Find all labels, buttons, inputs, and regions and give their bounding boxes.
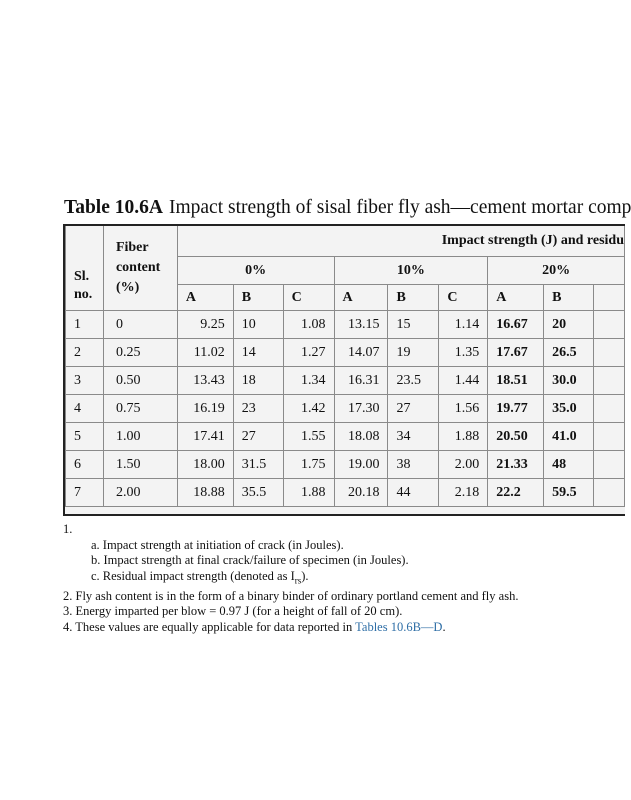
subcol-header: C: [439, 285, 488, 311]
value-cell: 20: [544, 311, 594, 339]
value-cell: 19.00: [334, 451, 388, 479]
fiber-content-cell: 1.00: [103, 423, 177, 451]
footnote-1c: c. Residual impact strength (denoted as $I_{rs}$).: [91, 568, 309, 585]
value-cell: 1.08: [283, 311, 334, 339]
impact-strength-group-header: Impact strength (J) and residu: [177, 226, 624, 257]
value-cell-cut: [594, 367, 625, 395]
value-cell: 2.18: [439, 479, 488, 507]
value-cell: 59.5: [544, 479, 594, 507]
impact-strength-table: [65, 226, 625, 507]
value-cell: 1.56: [439, 395, 488, 423]
value-cell: 18.51: [488, 367, 544, 395]
value-cell: 9.25: [177, 311, 233, 339]
table-row: [66, 367, 625, 395]
value-cell: 21.33: [488, 451, 544, 479]
value-cell: 27: [233, 423, 283, 451]
value-cell: 1.55: [283, 423, 334, 451]
fly-ash-0-header: 0%: [177, 257, 334, 285]
fiber-content-cell: 0.75: [103, 395, 177, 423]
fiber-content-header: Fiber content (%): [103, 226, 177, 311]
subcol-header: B: [388, 285, 439, 311]
fly-ash-20-header: 20%: [488, 257, 625, 285]
table-row: [66, 339, 625, 367]
subcol-header: A: [488, 285, 544, 311]
footnote-1a: a. Impact strength at initiation of crack (in Joules).: [91, 537, 344, 552]
value-cell: 1.88: [283, 479, 334, 507]
value-cell: 1.34: [283, 367, 334, 395]
value-cell: 14.07: [334, 339, 388, 367]
value-cell: 1.75: [283, 451, 334, 479]
footnote-3: 3. Energy imparted per blow = 0.97 J (for a height of fall of 20 cm).: [63, 604, 403, 618]
value-cell: 2.00: [439, 451, 488, 479]
value-cell: 14: [233, 339, 283, 367]
value-cell-cut: [594, 451, 625, 479]
value-cell: 26.5: [544, 339, 594, 367]
value-cell: 1.35: [439, 339, 488, 367]
fiber-content-cell: 1.50: [103, 451, 177, 479]
value-cell: 17.41: [177, 423, 233, 451]
subcol-header: B: [233, 285, 283, 311]
fly-ash-10-header: 10%: [334, 257, 488, 285]
value-cell: 13.15: [334, 311, 388, 339]
value-cell: 35.0: [544, 395, 594, 423]
footnote-2: 2. Fly ash content is in the form of a binary binder of ordinary portland cement and fly ash.: [63, 588, 519, 603]
subcol-header: C: [283, 285, 334, 311]
data-table-container: [63, 224, 625, 516]
sl-no-cell: 6: [66, 451, 104, 479]
table-caption: [64, 197, 631, 219]
value-cell: 22.2: [488, 479, 544, 507]
value-cell: 16.19: [177, 395, 233, 423]
sl-no-cell: 4: [66, 395, 104, 423]
value-cell: 48: [544, 451, 594, 479]
value-cell: 27: [388, 395, 439, 423]
value-cell: 23.5: [388, 367, 439, 395]
value-cell-cut: [594, 311, 625, 339]
value-cell: 16.31: [334, 367, 388, 395]
sl-no-cell: 1: [66, 311, 104, 339]
value-cell: 1.14: [439, 311, 488, 339]
value-cell-cut: [594, 423, 625, 451]
value-cell-cut: [594, 479, 625, 507]
footnote-1: 1.: [63, 522, 73, 536]
value-cell: 31.5: [233, 451, 283, 479]
value-cell-cut: [594, 339, 625, 367]
value-cell-cut: [594, 395, 625, 423]
sl-no-header: Sl. no.: [66, 226, 104, 311]
table-label: Table 10.6A: [64, 197, 163, 218]
value-cell: 44: [388, 479, 439, 507]
fiber-content-cell: 2.00: [103, 479, 177, 507]
subcol-header: A: [177, 285, 233, 311]
value-cell: 18.88: [177, 479, 233, 507]
value-cell: 20.18: [334, 479, 388, 507]
value-cell: 16.67: [488, 311, 544, 339]
value-cell: 18.08: [334, 423, 388, 451]
value-cell: 35.5: [233, 479, 283, 507]
tables-link[interactable]: Tables 10.6B—D: [355, 619, 443, 634]
subcol-header: B: [544, 285, 594, 311]
value-cell: 19.77: [488, 395, 544, 423]
value-cell: 38: [388, 451, 439, 479]
value-cell: 19: [388, 339, 439, 367]
fiber-content-cell: 0.50: [103, 367, 177, 395]
table-row: [66, 395, 625, 423]
value-cell: 17.67: [488, 339, 544, 367]
value-cell: 18: [233, 367, 283, 395]
value-cell: 1.44: [439, 367, 488, 395]
table-row: [66, 451, 625, 479]
subcol-header: A: [334, 285, 388, 311]
value-cell: 23: [233, 395, 283, 423]
table-row: [66, 423, 625, 451]
subcol-header-cut: [594, 285, 625, 311]
value-cell: 1.27: [283, 339, 334, 367]
sl-no-cell: 7: [66, 479, 104, 507]
value-cell: 41.0: [544, 423, 594, 451]
value-cell: 15: [388, 311, 439, 339]
table-title: Impact strength of sisal fiber fly ash—cement mortar comp: [168, 197, 631, 218]
sl-no-cell: 3: [66, 367, 104, 395]
sl-no-cell: 2: [66, 339, 104, 367]
value-cell: 18.00: [177, 451, 233, 479]
value-cell: 10: [233, 311, 283, 339]
table-footnotes: [63, 522, 593, 635]
value-cell: 17.30: [334, 395, 388, 423]
value-cell: 34: [388, 423, 439, 451]
value-cell: 11.02: [177, 339, 233, 367]
footnote-1b: b. Impact strength at final crack/failure of specimen (in Joules).: [91, 553, 409, 567]
value-cell: 1.42: [283, 395, 334, 423]
value-cell: 13.43: [177, 367, 233, 395]
value-cell: 1.88: [439, 423, 488, 451]
value-cell: 20.50: [488, 423, 544, 451]
value-cell: 30.0: [544, 367, 594, 395]
table-row: [66, 311, 625, 339]
fiber-content-cell: 0: [103, 311, 177, 339]
fiber-content-cell: 0.25: [103, 339, 177, 367]
table-row: [66, 479, 625, 507]
sl-no-cell: 5: [66, 423, 104, 451]
footnote-4: 4. These values are equally applicable for data reported in Tables 10.6B—D.: [63, 619, 446, 634]
